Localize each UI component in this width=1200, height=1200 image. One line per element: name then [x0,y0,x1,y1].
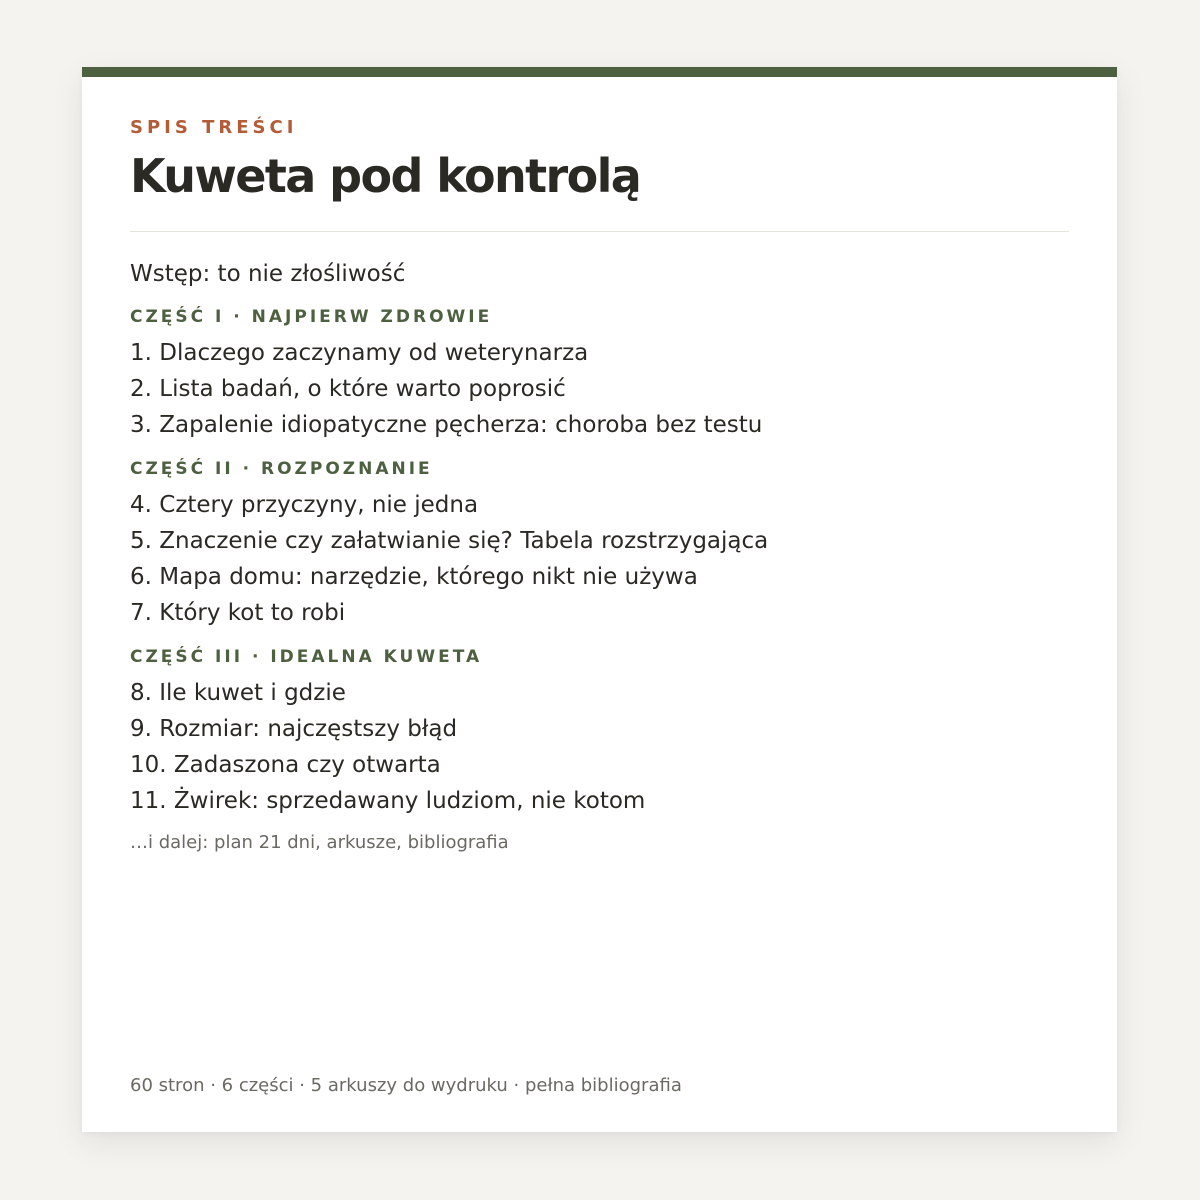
toc-chapter-10[interactable]: 10. Zadaszona czy otwarta [130,752,441,778]
toc-more-note: …i dalej: plan 21 dni, arkusze, bibliografia [130,832,509,853]
part-header: CZĘŚĆ III · IDEALNA KUWETA [130,647,483,667]
toc-chapter-3[interactable]: 3. Zapalenie idiopatyczne pęcherza: choroba bez testu [130,412,763,438]
part-header: CZĘŚĆ I · NAJPIERW ZDROWIE [130,307,493,327]
top-accent-bar [82,67,1117,77]
toc-chapter-1[interactable]: 1. Dlaczego zaczynamy od weterynarza [130,340,589,366]
title-divider [130,231,1069,232]
eyebrow-label: SPIS TREŚCI [130,117,298,138]
toc-part-1 [130,306,1069,443]
toc-card [82,67,1117,1132]
table-of-contents [130,257,1069,855]
footer-summary: 60 stron · 6 części · 5 arkuszy do wydruku · pełna bibliografia [130,1075,682,1096]
page-title: Kuweta pod kontrolą [130,149,641,203]
part-header: CZĘŚĆ II · ROZPOZNANIE [130,459,433,479]
toc-part-2 [130,458,1069,631]
toc-chapter-9[interactable]: 9. Rozmiar: najczęstszy błąd [130,716,458,742]
toc-chapter-5[interactable]: 5. Znaczenie czy załatwianie się? Tabela rozstrzygająca [130,528,769,554]
toc-chapter-6[interactable]: 6. Mapa domu: narzędzie, którego nikt nie używa [130,564,698,590]
toc-intro-entry[interactable]: Wstęp: to nie złośliwość [130,261,406,287]
toc-chapter-7[interactable]: 7. Który kot to robi [130,600,346,626]
toc-chapter-4[interactable]: 4. Cztery przyczyny, nie jedna [130,492,479,518]
toc-chapter-11[interactable]: 11. Żwirek: sprzedawany ludziom, nie kotom [130,788,646,814]
toc-chapter-2[interactable]: 2. Lista badań, o które warto poprosić [130,376,566,402]
toc-part-3 [130,646,1069,819]
toc-chapter-8[interactable]: 8. Ile kuwet i gdzie [130,680,346,706]
